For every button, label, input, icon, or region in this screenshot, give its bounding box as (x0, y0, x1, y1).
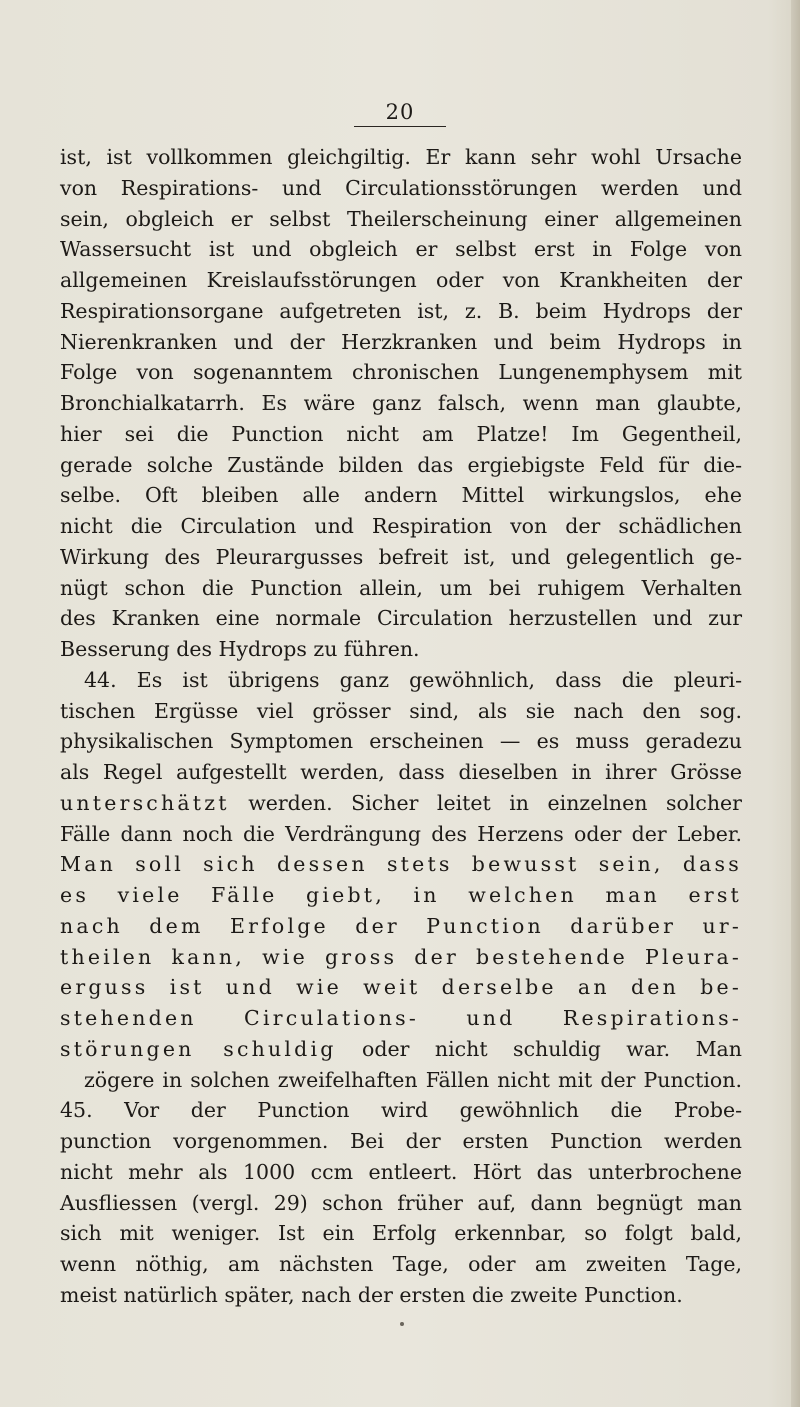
text-line: 44. Es ist übrigens ganz gewöhnlich, dass die pleuri- (84, 667, 742, 692)
text-line: Wassersucht ist und obgleich er selbst erst in Folge von (60, 237, 742, 262)
text-line: punction vorgenommen. Bei der ersten Punction werden (60, 1129, 742, 1153)
text-line: selbe. Oft bleiben alle andern Mittel wirkungslos, ehe (60, 483, 742, 508)
text-line: von Respirations- und Circulationsstörungen werden und (60, 175, 742, 200)
text-line: Besserung des Hydrops zu führen. (60, 637, 420, 661)
spaced-emphasis: erguss ist und wie weit derselbe an den be- (60, 975, 742, 1000)
text-line (60, 788, 742, 819)
text-line: tischen Ergüsse viel grösser sind, als sie nach den sog. (60, 698, 742, 723)
text-line: Ausfliessen (vergl. 29) schon früher auf, dann begnügt man (60, 1190, 742, 1215)
text-line: meist natürlich später, nach der ersten die zweite Punction. (60, 1282, 683, 1307)
text-line (60, 942, 742, 973)
text-line: nügt schon die Punction allein, um bei ruhigem Verhalten (60, 575, 742, 600)
ink-speck (400, 1322, 404, 1326)
text-line: sich mit weniger. Ist ein Erfolg erkennbar, so folgt bald, (60, 1221, 742, 1246)
text-line: des Kranken eine normale Circulation herzustellen und zur (60, 606, 742, 631)
text-line (60, 972, 742, 1003)
text-line: nicht mehr als 1000 ccm entleert. Hört das unterbrochene (60, 1159, 742, 1184)
text-line: nicht die Circulation und Respiration von der schädlichen (60, 514, 742, 538)
text-line (60, 849, 742, 880)
page-number: 20 (354, 100, 446, 127)
body-text (60, 142, 742, 1311)
text-line: physikalischen Symptomen erscheinen — es muss geradezu (60, 729, 742, 754)
text-line: Nierenkranken und der Herzkranken und beim Hydrops in (60, 329, 742, 354)
text-line: Fälle dann noch die Verdrängung des Herzens oder der Leber. (60, 821, 742, 846)
text-line: Folge von sogenanntem chronischen Lungenemphysem mit (60, 360, 742, 385)
text-line (60, 911, 742, 942)
text-line: als Regel aufgestellt werden, dass dieselben in ihrer Grösse (60, 760, 742, 784)
spaced-emphasis: es viele Fälle giebt, in welchen man erst (60, 883, 742, 907)
text-line: ist, ist vollkommen gleichgiltig. Er kann sehr wohl Ursache (60, 145, 742, 169)
text-segment: werden. Sicher leitet in einzelnen solcher (229, 790, 742, 815)
spaced-emphasis: störungen schuldig (60, 1036, 337, 1061)
text-segment: oder nicht schuldig war. Man (336, 1036, 742, 1061)
text-line: hier sei die Punction nicht am Platze! Im Gegentheil, (60, 421, 742, 446)
text-line: gerade solche Zustände bilden das ergiebigste Feld für die- (60, 452, 742, 477)
page-edge-shadow (791, 0, 800, 1407)
spaced-emphasis: theilen kann, wie gross der bestehende Pleura- (60, 944, 742, 969)
text-line: wenn nöthig, am nächsten Tage, oder am zweiten Tage, (60, 1252, 742, 1276)
text-line: Wirkung des Pleurargusses befreit ist, und gelegentlich ge- (60, 544, 742, 569)
text-line: allgemeinen Kreislaufsstörungen oder von Krankheiten der (60, 268, 742, 292)
text-line: 45. Vor der Punction wird gewöhnlich die Probe- (60, 1098, 742, 1123)
spaced-emphasis: nach dem Erfolge der Punction darüber ur- (60, 913, 742, 938)
text-line (60, 1034, 742, 1065)
spaced-emphasis: Man soll sich dessen stets bewusst sein, dass (60, 852, 742, 877)
spaced-emphasis: unterschätzt (60, 790, 230, 815)
text-line: zögere in solchen zweifelhaften Fällen nicht mit der Punction. (84, 1067, 742, 1092)
text-line (60, 880, 742, 911)
text-line: sein, obgleich er selbst Theilerscheinung einer allgemeinen (60, 206, 742, 231)
spaced-emphasis: stehenden Circulations- und Respirations- (60, 1006, 742, 1030)
text-line: Respirationsorgane aufgetreten ist, z. B. beim Hydrops der (60, 298, 742, 323)
text-line (60, 1003, 742, 1034)
text-line: Bronchialkatarrh. Es wäre ganz falsch, wenn man glaubte, (60, 391, 742, 415)
